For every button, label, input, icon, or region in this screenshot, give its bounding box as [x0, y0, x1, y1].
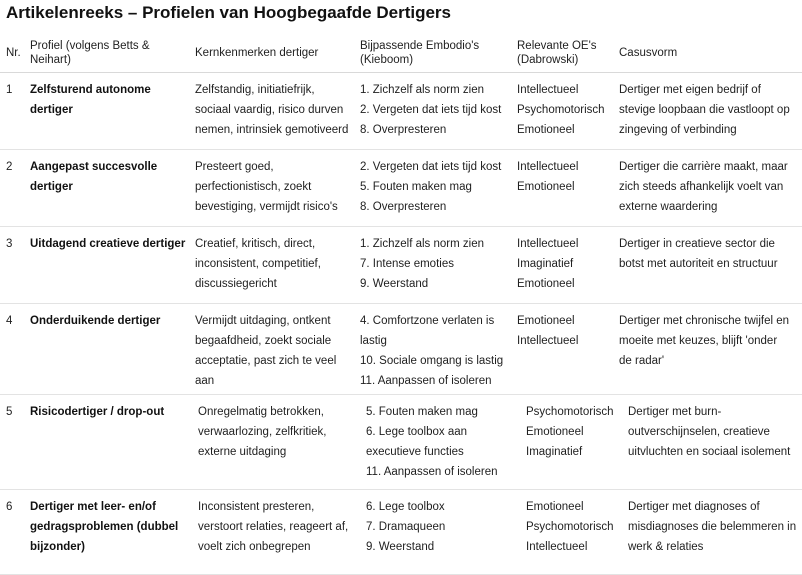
cell-kenmerken — [198, 497, 358, 557]
cell-embodio-line: lastig — [360, 335, 387, 347]
cell-casus-line: werk & relaties — [628, 541, 704, 553]
cell-nr: 3 — [6, 238, 13, 250]
cell-embodio-line: 1. Zichzelf als norm zien — [360, 84, 484, 96]
header-embodio-line: (Kieboom) — [360, 54, 414, 66]
cell-kenmerken-line: sociaal vaardig, risico durven — [195, 104, 344, 116]
cell-oe — [526, 402, 626, 462]
cell-profiel — [30, 80, 190, 120]
cell-kenmerken-line: Zelfstandig, initiatiefrijk, — [195, 84, 315, 96]
cell-oe-line: Emotioneel — [517, 124, 575, 136]
cell-casus-line: misdiagnoses die belemmeren in — [628, 521, 797, 533]
cell-kenmerken-line: Inconsistent presteren, — [198, 501, 315, 513]
cell-kenmerken-line: inconsistent, competitief, — [195, 258, 321, 270]
cell-profiel-line: Dertiger met leer- en/of — [30, 501, 156, 513]
cell-casus-line: Dertiger die carrière maakt, maar — [619, 161, 788, 173]
cell-oe — [517, 311, 617, 351]
cell-embodio-line: 2. Vergeten dat iets tijd kost — [360, 104, 502, 116]
cell-embodio — [366, 402, 518, 482]
cell-embodio-line: 8. Overpresteren — [360, 201, 447, 213]
cell-embodio-line: 11. Aanpassen of isoleren — [366, 466, 498, 478]
cell-casus-line: externe waardering — [619, 201, 718, 213]
cell-profiel — [30, 234, 190, 254]
cell-kenmerken-line: begaafdheid, zoekt sociale — [195, 335, 332, 347]
cell-oe-line: Emotioneel — [517, 181, 575, 193]
cell-embodio-line: 4. Comfortzone verlaten is — [360, 315, 495, 327]
cell-kenmerken — [195, 311, 355, 391]
cell-kenmerken-line: nemen, intrinsiek gemotiveerd — [195, 124, 349, 136]
cell-embodio — [360, 234, 510, 294]
cell-casus — [628, 402, 800, 462]
cell-oe — [526, 497, 626, 557]
cell-kenmerken-line: Onregelmatig betrokken, — [198, 406, 324, 418]
header-embodio-line: Bijpassende Embodio's — [360, 40, 480, 52]
cell-kenmerken-line: perfectionistisch, zoekt — [195, 181, 312, 193]
cell-profiel — [30, 157, 190, 197]
cell-oe-line: Psychomotorisch — [526, 521, 614, 533]
cell-casus-line: Dertiger met chronische twijfel en — [619, 315, 790, 327]
cell-embodio-line: executieve functies — [366, 446, 464, 458]
cell-casus-line: Dertiger met burn- — [628, 406, 722, 418]
cell-oe — [517, 234, 617, 294]
cell-oe-line: Emotioneel — [526, 426, 584, 438]
cell-embodio-line: 11. Aanpassen of isoleren — [360, 375, 492, 387]
cell-casus-line: uitvluchten en sociaal isolement — [628, 446, 791, 458]
header-kenmerken: Kernkenmerken dertiger — [195, 47, 319, 59]
cell-casus — [619, 157, 801, 217]
cell-casus-line: de radar' — [619, 355, 665, 367]
cell-oe — [517, 157, 617, 197]
cell-profiel-line: dertiger — [30, 181, 73, 193]
cell-embodio — [360, 80, 510, 140]
cell-nr: 6 — [6, 501, 13, 513]
cell-embodio-line: 7. Intense emoties — [360, 258, 454, 270]
cell-casus-line: botst met autoriteit en structuur — [619, 258, 778, 270]
table-header-row — [0, 34, 802, 73]
cell-embodio-line: 10. Sociale omgang is lastig — [360, 355, 504, 367]
cell-kenmerken-line: aan — [195, 375, 215, 387]
table-body — [0, 73, 802, 575]
page-title: Artikelenreeks – Profielen van Hoogbegaafde Dertigers — [6, 3, 451, 22]
cell-casus — [619, 80, 801, 140]
table-row — [0, 150, 802, 227]
cell-profiel-line: Uitdagend creatieve dertiger — [30, 238, 186, 250]
cell-kenmerken-line: externe uitdaging — [198, 446, 287, 458]
cell-casus-line: Dertiger in creatieve sector die — [619, 238, 775, 250]
table-row — [0, 73, 802, 150]
cell-casus — [619, 311, 801, 371]
cell-kenmerken — [195, 157, 355, 217]
cell-casus — [628, 497, 800, 557]
cell-kenmerken-line: discussiegericht — [195, 278, 277, 290]
cell-kenmerken-line: Vermijdt uitdaging, ontkent — [195, 315, 331, 327]
header-oe-line: Relevante OE's — [517, 40, 597, 52]
cell-casus-line: stevige loopbaan die vastloopt op — [619, 104, 790, 116]
profiles-table — [0, 34, 802, 575]
cell-oe-line: Imaginatief — [517, 258, 574, 270]
cell-embodio-line: 1. Zichzelf als norm zien — [360, 238, 484, 250]
cell-kenmerken-line: acceptatie, past zich te veel — [195, 355, 337, 367]
cell-oe-line: Emotioneel — [517, 315, 575, 327]
cell-kenmerken-line: verstoort relaties, reageert af, — [198, 521, 349, 533]
cell-embodio — [366, 497, 518, 557]
cell-kenmerken-line: bevestiging, vermijdt risico's — [195, 201, 338, 213]
cell-kenmerken-line: voelt zich onbegrepen — [198, 541, 311, 553]
cell-profiel — [30, 402, 190, 422]
header-casus: Casusvorm — [619, 47, 678, 59]
cell-nr: 4 — [6, 315, 13, 327]
cell-embodio-line: 6. Lege toolbox — [366, 501, 445, 513]
cell-profiel-line: Risicodertiger / drop-out — [30, 406, 165, 418]
table-row — [0, 395, 802, 490]
cell-embodio-line: 7. Dramaqueen — [366, 521, 446, 533]
cell-profiel-line: Onderduikende dertiger — [30, 315, 161, 327]
cell-embodio-line: 2. Vergeten dat iets tijd kost — [360, 161, 502, 173]
cell-oe-line: Psychomotorisch — [526, 406, 614, 418]
cell-casus-line: Dertiger met eigen bedrijf of — [619, 84, 761, 96]
table-row — [0, 304, 802, 395]
header-oe-line: (Dabrowski) — [517, 54, 579, 66]
cell-profiel-line: gedragsproblemen (dubbel — [30, 521, 179, 533]
table-row — [0, 227, 802, 304]
header-embodio — [360, 34, 510, 72]
cell-nr: 1 — [6, 84, 13, 96]
cell-nr: 2 — [6, 161, 13, 173]
cell-oe-line: Psychomotorisch — [517, 104, 605, 116]
cell-oe-line: Imaginatief — [526, 446, 583, 458]
cell-embodio-line: 5. Fouten maken mag — [366, 406, 478, 418]
header-nr: Nr. — [6, 47, 21, 59]
cell-profiel-line: bijzonder) — [30, 541, 85, 553]
cell-embodio-line: 8. Overpresteren — [360, 124, 447, 136]
cell-casus-line: zingeving of verbinding — [619, 124, 737, 136]
cell-kenmerken — [195, 80, 355, 140]
cell-casus — [619, 234, 801, 274]
cell-profiel-line: Aangepast succesvolle — [30, 161, 158, 173]
cell-kenmerken — [195, 234, 355, 294]
cell-profiel — [30, 311, 190, 331]
cell-oe-line: Intellectueel — [517, 335, 579, 347]
cell-kenmerken-line: verwaarlozing, zelfkritiek, — [198, 426, 327, 438]
cell-embodio-line: 9. Weerstand — [366, 541, 435, 553]
cell-embodio-line: 5. Fouten maken mag — [360, 181, 472, 193]
header-oe — [517, 34, 617, 72]
cell-oe-line: Intellectueel — [517, 238, 579, 250]
cell-embodio-line: 6. Lege toolbox aan — [366, 426, 468, 438]
cell-casus-line: moeite met keuzes, blijft 'onder — [619, 335, 778, 347]
cell-oe — [517, 80, 617, 140]
cell-kenmerken — [198, 402, 358, 462]
cell-casus-line: zich steeds afhankelijk voelt van — [619, 181, 784, 193]
cell-oe-line: Emotioneel — [526, 501, 584, 513]
header-profiel-line: Profiel (volgens Betts & — [30, 40, 150, 52]
cell-embodio — [360, 311, 510, 391]
cell-nr: 5 — [6, 406, 13, 418]
cell-embodio — [360, 157, 510, 217]
header-profiel-line: Neihart) — [30, 54, 71, 66]
cell-casus-line: Dertiger met diagnoses of — [628, 501, 760, 513]
cell-profiel-line: dertiger — [30, 104, 73, 116]
header-profiel — [30, 34, 190, 72]
cell-oe-line: Intellectueel — [526, 541, 588, 553]
cell-oe-line: Emotioneel — [517, 278, 575, 290]
cell-oe-line: Intellectueel — [517, 84, 579, 96]
cell-oe-line: Intellectueel — [517, 161, 579, 173]
cell-kenmerken-line: Creatief, kritisch, direct, — [195, 238, 316, 250]
cell-profiel-line: Zelfsturend autonome — [30, 84, 151, 96]
cell-profiel — [30, 497, 190, 557]
table-row — [0, 490, 802, 575]
cell-kenmerken-line: Presteert goed, — [195, 161, 274, 173]
cell-casus-line: outverschijnselen, creatieve — [628, 426, 770, 438]
cell-embodio-line: 9. Weerstand — [360, 278, 429, 290]
